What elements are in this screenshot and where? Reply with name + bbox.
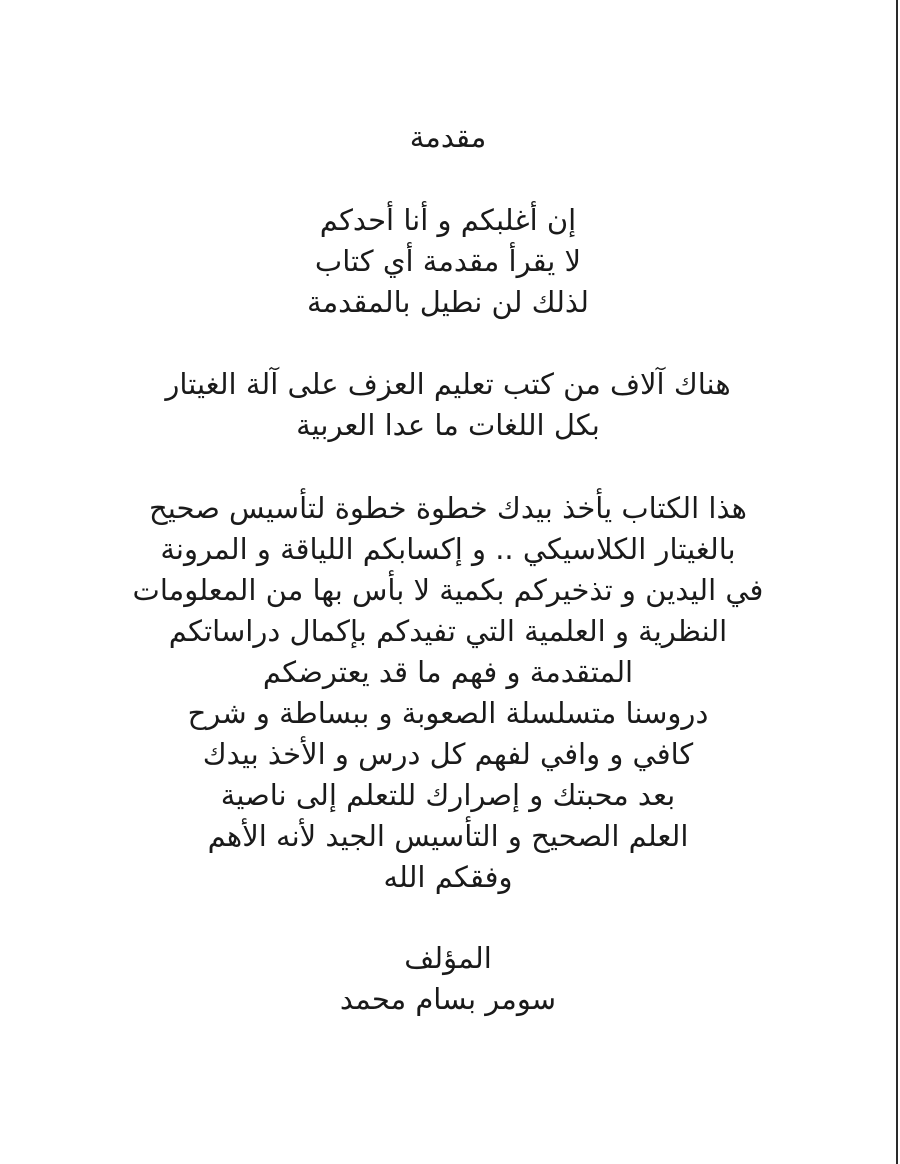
body-line: بعد محبتك و إصرارك للتعلم إلى ناصية [220,778,676,812]
body-line: العلم الصحيح و التأسيس الجيد لأنه الأهم [207,819,689,853]
intro-line: إن أغلبكم و أنا أحدكم [319,203,577,237]
body-line: النظرية و العلمية التي تفيدكم بإكمال دراساتكم [168,614,728,648]
document-title-block [0,117,896,158]
body-line: هذا الكتاب يأخذ بيدك خطوة خطوة لتأسيس صحيح [149,491,747,525]
body-line: دروسنا متسلسلة الصعوبة و ببساطة و شرح [187,696,709,730]
body-line: المتقدمة و فهم ما قد يعترضكم [262,655,634,689]
intro-paragraph [0,200,896,323]
body-line: كافي و وافي لفهم كل درس و الأخذ بيدك [202,737,694,771]
signature-block [0,938,896,1020]
body-line: بالغيتار الكلاسيكي .. و إكسابكم اللياقة و المرونة [160,532,736,566]
intro-line: لذلك لن نطيل بالمقدمة [307,285,589,319]
context-line: بكل اللغات ما عدا العربية [296,408,600,442]
page-title: مقدمة [409,120,487,154]
context-paragraph [0,364,896,446]
author-role: المؤلف [404,941,492,975]
body-paragraph [0,488,896,898]
body-line: في اليدين و تذخيركم بكمية لا بأس بها من المعلومات [132,573,764,607]
body-line: وفقكم الله [383,860,513,894]
context-line: هناك آلاف من كتب تعليم العزف على آلة الغيتار [165,367,731,401]
intro-line: لا يقرأ مقدمة أي كتاب [314,244,582,278]
author-name: سومر بسام محمد [339,982,557,1016]
